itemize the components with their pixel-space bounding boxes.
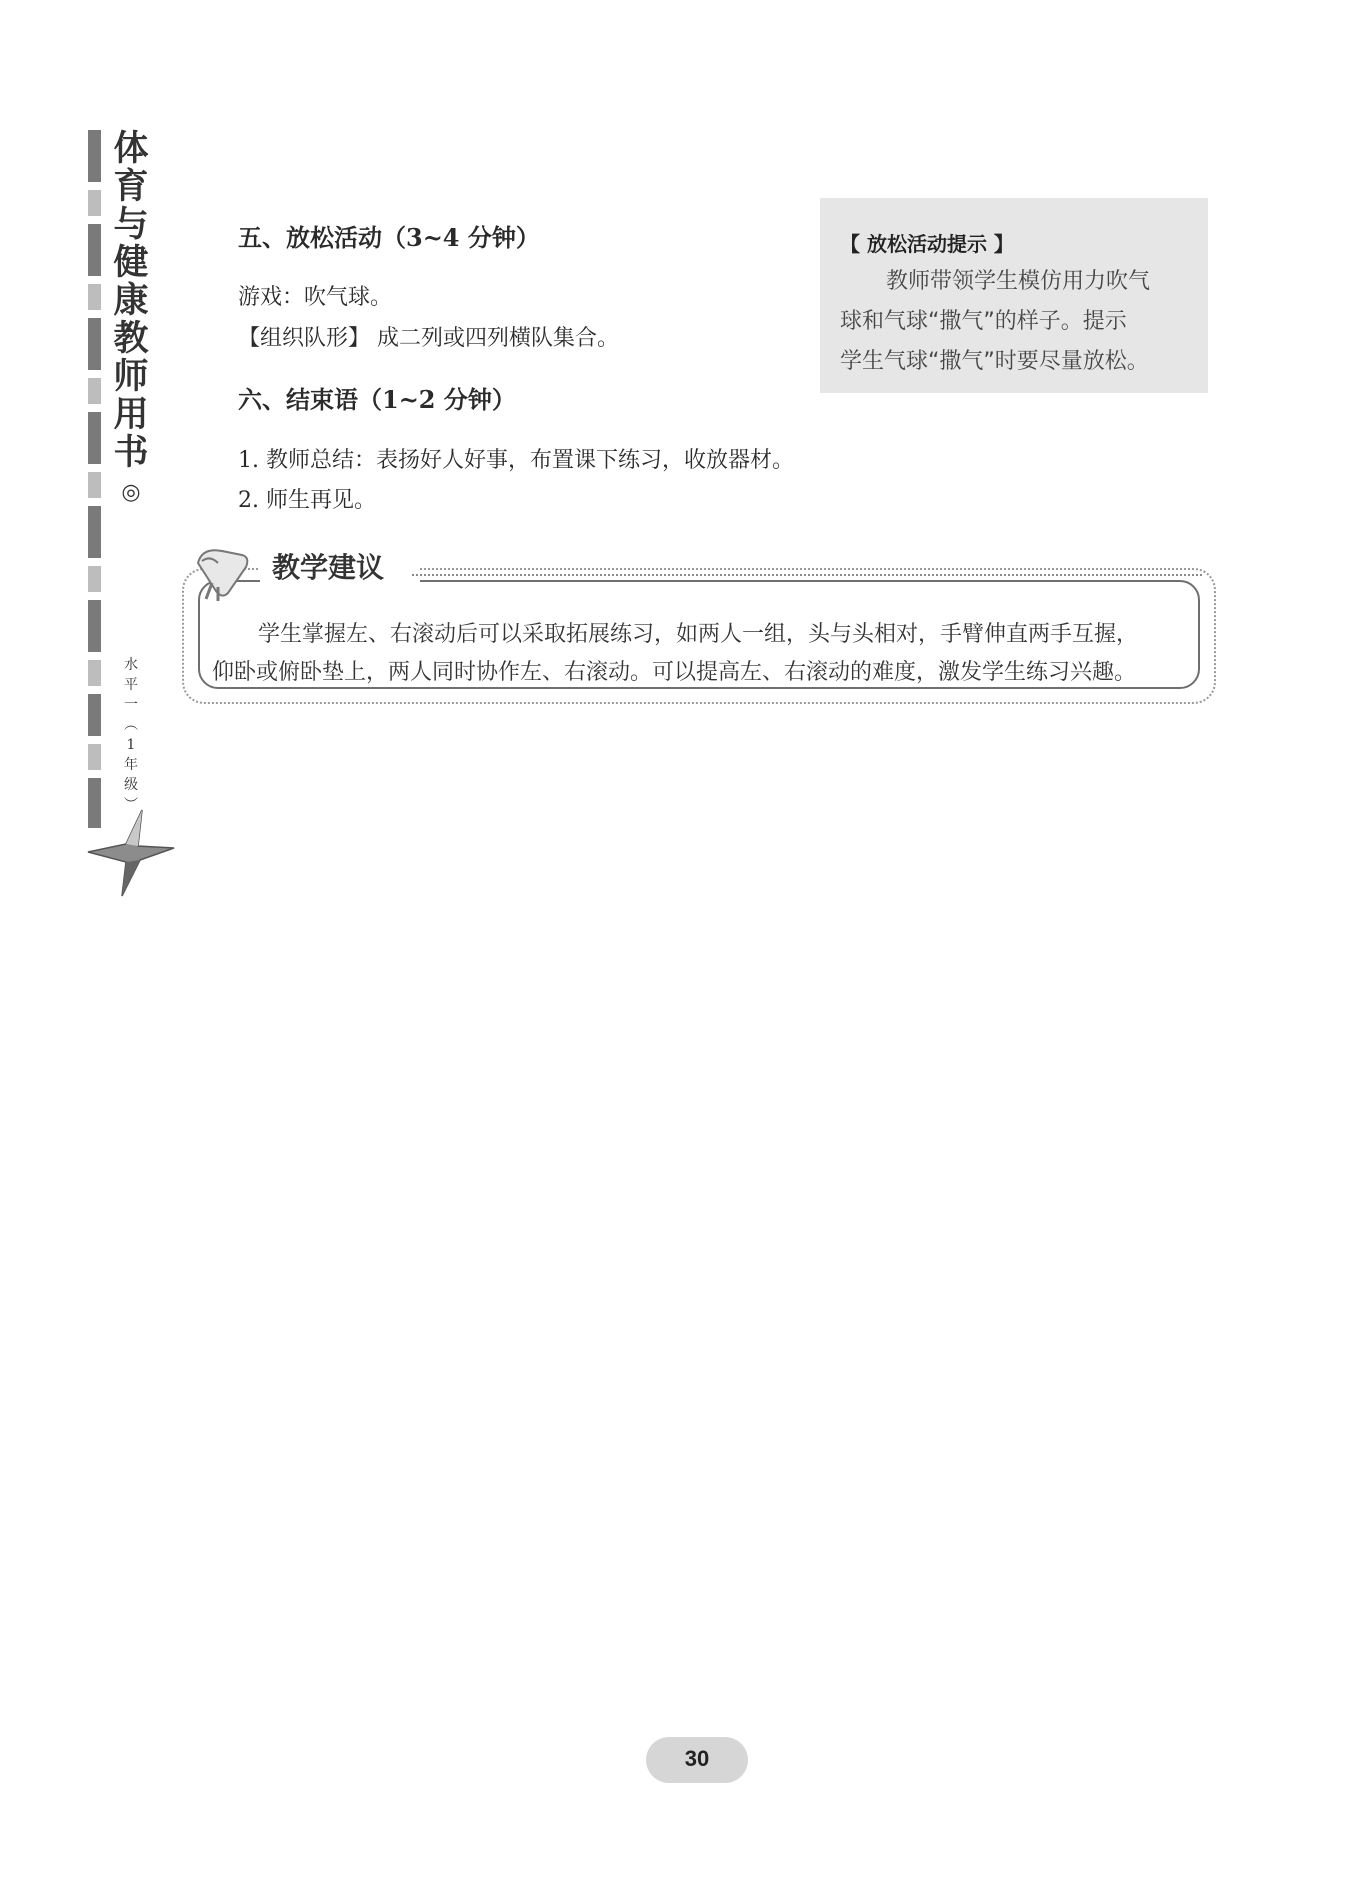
tip-box bbox=[820, 198, 1208, 393]
star-icon bbox=[86, 808, 176, 898]
suggestion-line: 学生掌握左、右滚动后可以采取拓展练习，如两人一组，头与头相对，手臂伸直两手互握， bbox=[258, 622, 1139, 647]
section5-heading: 五、放松活动（3~4 分钟） bbox=[238, 223, 540, 252]
suggestion-divider bbox=[412, 574, 1202, 576]
tip-line: 教师带领学生模仿用力吹气 bbox=[886, 269, 1151, 294]
scroll-icon bbox=[188, 533, 258, 603]
tip-line: 球和气球“撒气”的样子。提示 bbox=[840, 309, 1127, 334]
tip-line: 学生气球“撒气”时要尽量放松。 bbox=[840, 349, 1149, 374]
margin-bars bbox=[88, 130, 102, 836]
suggestion-line: 仰卧或俯卧垫上，两人同时协作左、右滚动。可以提高左、右滚动的难度，激发学生练习兴趣。 bbox=[212, 660, 1137, 685]
book-title: 体 育 与 健 康 教 师 用 书 ◎ bbox=[111, 130, 151, 512]
summary-item: 1. 教师总结：表扬好人好事，布置课下练习，收放器材。 bbox=[238, 448, 794, 473]
section6-heading: 六、结束语（1~2 分钟） bbox=[238, 385, 516, 414]
page-number: 30 bbox=[684, 1746, 710, 1771]
formation-text: 【组织队形】 成二列或四列横队集合。 bbox=[238, 326, 619, 351]
tip-title: 【 放松活动提示 】 bbox=[840, 232, 1014, 256]
title-mark: ◎ bbox=[121, 480, 141, 505]
farewell-item: 2. 师生再见。 bbox=[238, 488, 376, 513]
suggestion-title: 教学建议 bbox=[272, 551, 385, 584]
level-label: 水 平 一 ︵ 1 年 级 ︶ bbox=[124, 657, 138, 813]
game-text: 游戏：吹气球。 bbox=[238, 285, 393, 310]
